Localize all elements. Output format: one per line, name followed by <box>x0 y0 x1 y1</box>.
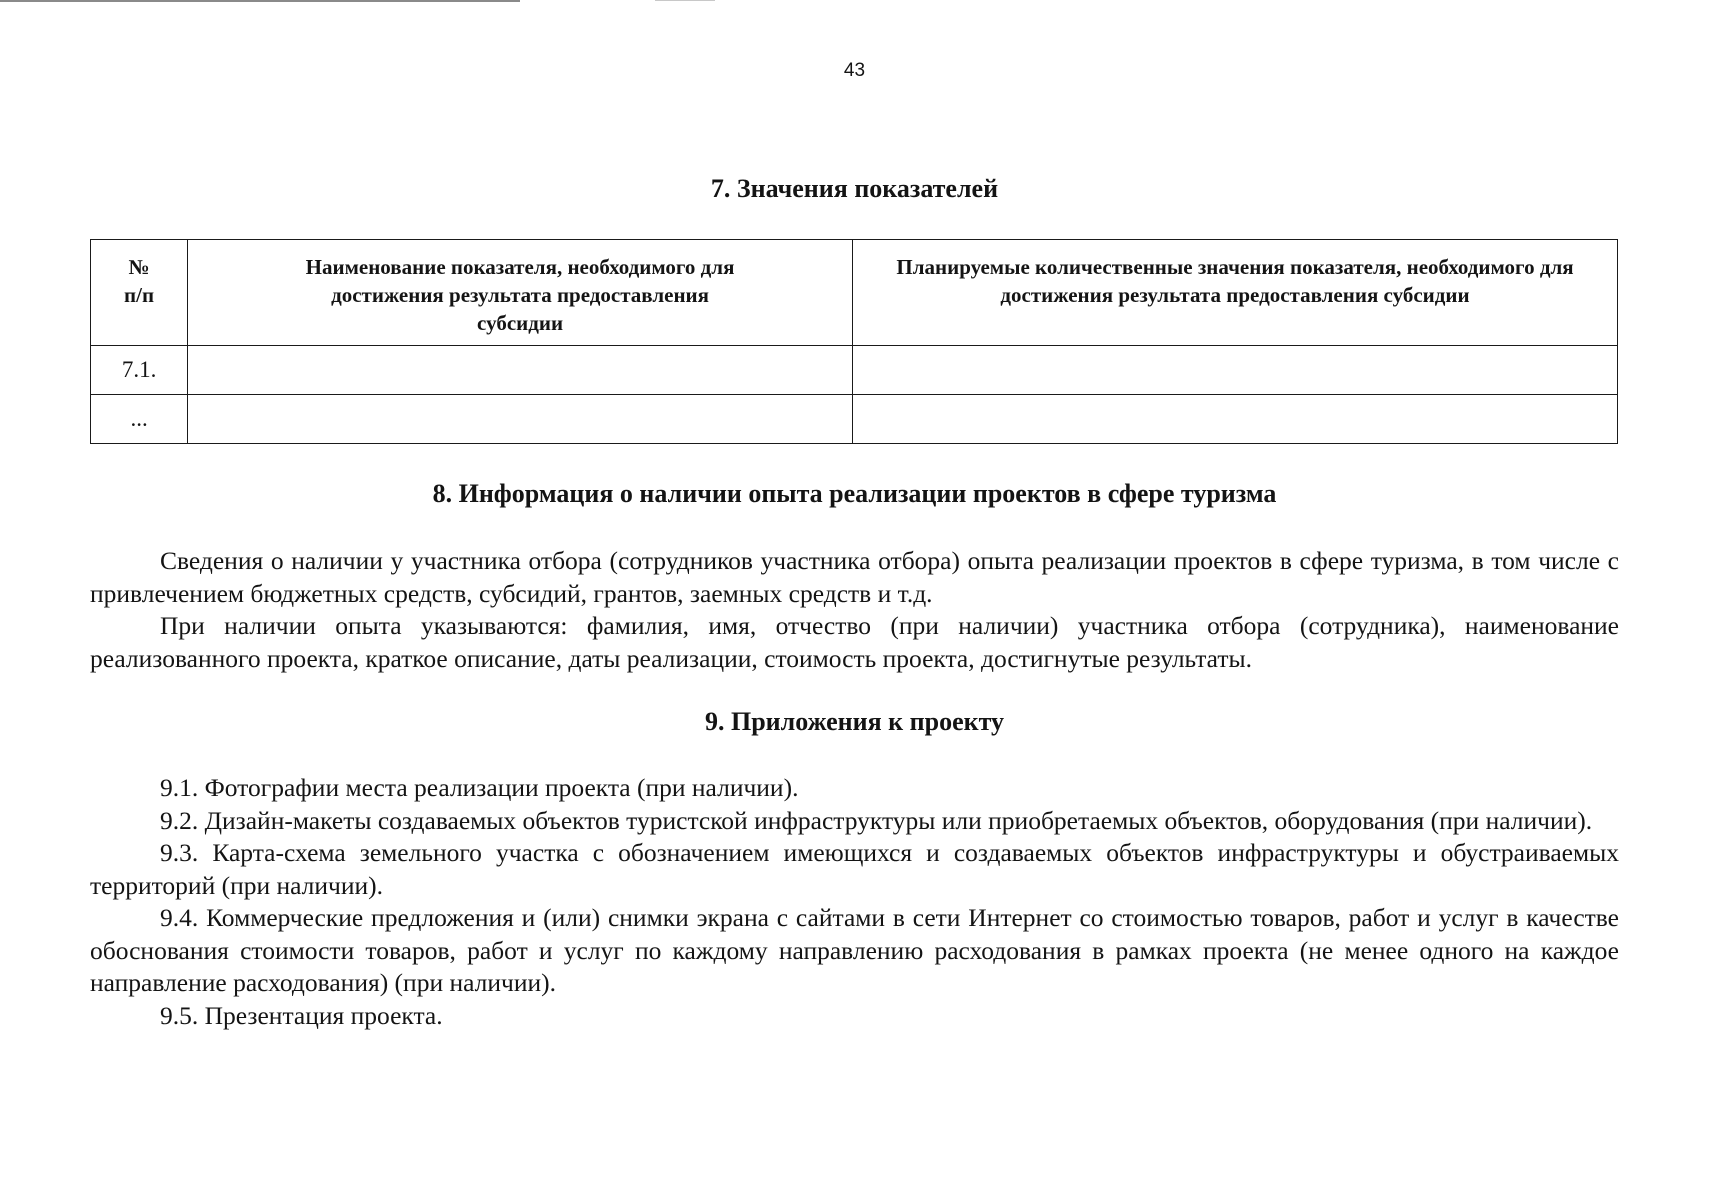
table-row <box>91 395 1618 444</box>
row-indicator-name <box>188 346 853 395</box>
header-planned-values: Планируемые количественные значения показателя, необходимого для достижения результата предоставления субсидии <box>852 240 1617 346</box>
list-item: 9.1. Фотографии места реализации проекта (при наличии). <box>160 773 799 802</box>
list-item: 9.3. Карта-схема земельного участка с обозначением имеющихся и создаваемых объектов инфраструктуры и обустраиваемых территорий (при наличии). <box>90 838 1619 900</box>
section-8-title: 8. Информация о наличии опыта реализации проектов в сфере туризма <box>432 479 1277 508</box>
scan-edge-line <box>655 0 715 1</box>
header-indicator-name: Наименование показателя, необходимого для достижения результата предоставления субсидии <box>188 240 853 346</box>
paragraph: При наличии опыта указываются: фамилия, имя, отчество (при наличии) участника отбора (сотрудника), наименование реализованного проекта, краткое описание, даты реализации, стоимость проекта, достигнутые результаты. <box>90 611 1619 673</box>
row-planned-value <box>852 395 1617 444</box>
indicators-table <box>90 239 1618 444</box>
section-7-title: 7. Значения показателей <box>710 174 999 203</box>
scan-edge-line <box>0 0 520 2</box>
table-header-row <box>91 240 1618 346</box>
list-item: 9.4. Коммерческие предложения и (или) снимки экрана с сайтами в сети Интернет со стоимостью товаров, работ и услуг в качестве обоснования стоимости товаров, работ и услуг по каждому направлению расходования в рамках проекта (не менее одного на каждое направление расходования) (при наличии). <box>90 903 1619 997</box>
section-9-title: 9. Приложения к проекту <box>704 707 1005 736</box>
row-number: 7.1. <box>91 346 188 395</box>
header-number: № п/п <box>91 240 188 346</box>
list-item: 9.2. Дизайн-макеты создаваемых объектов туристской инфраструктуры или приобретаемых объектов, оборудования (при наличии). <box>160 805 1593 835</box>
section-9-body <box>90 772 1619 1032</box>
list-item: 9.5. Презентация проекта. <box>160 1000 443 1030</box>
row-number: ... <box>91 395 188 444</box>
row-indicator-name <box>188 395 853 444</box>
row-planned-value <box>852 346 1617 395</box>
table-row <box>91 346 1618 395</box>
section-8-body <box>90 545 1619 675</box>
paragraph: Сведения о наличии у участника отбора (сотрудников участника отбора) опыта реализации проектов в сфере туризма, в том числе с привлечением бюджетных средств, субсидий, грантов, заемных средств и т.д. <box>90 546 1619 608</box>
page-number: 43 <box>843 60 866 81</box>
